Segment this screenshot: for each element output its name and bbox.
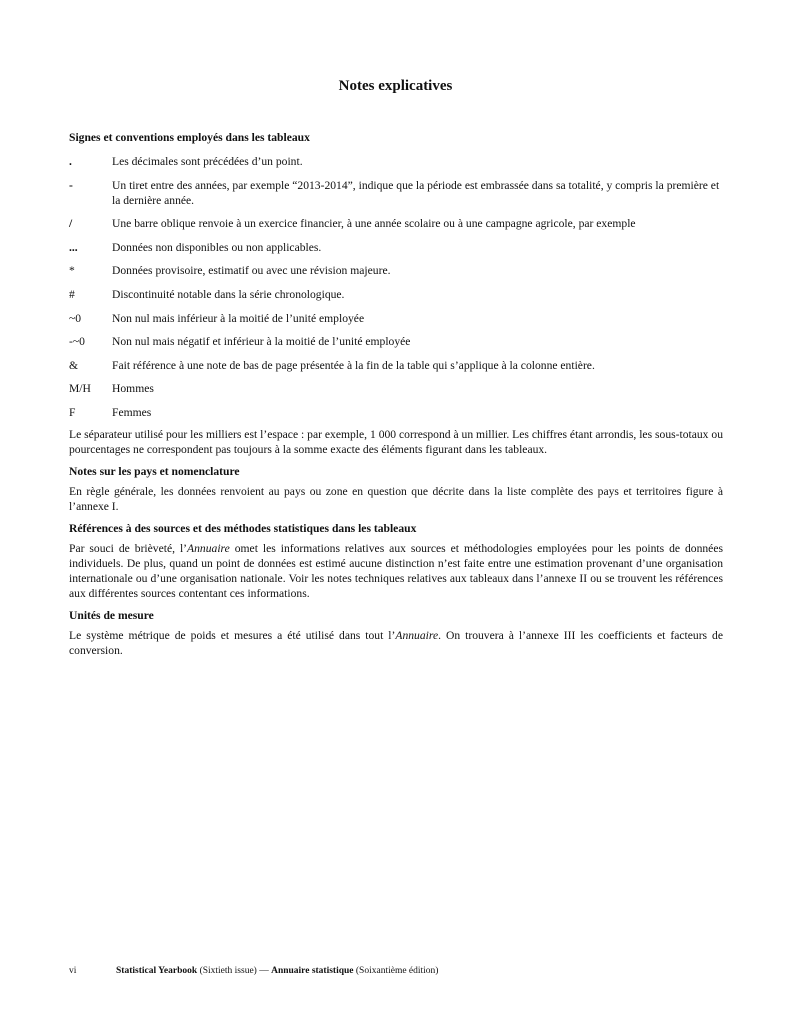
sign-description: Fait référence à une note de bas de page présentée à la fin de la table qui s’applique à la colonne entière. [112, 358, 595, 372]
annuaire-italic: Annuaire [187, 541, 230, 555]
references-heading: Références à des sources et des méthodes statistiques dans les tableaux [69, 521, 417, 535]
sign-description: Un tiret entre des années, par exemple “2013-2014”, indique que la période est embrassée dans sa totalité, y compris la première et la dernière année. [112, 178, 720, 207]
sign-description: Hommes [112, 382, 154, 396]
sign-row [69, 381, 723, 396]
sign-description: Une barre oblique renvoie à un exercice financier, à une année scolaire ou à une campagne agricole, par exemple [112, 217, 636, 231]
references-text-start: Par souci de brièveté, l’ [69, 541, 188, 555]
references-text-end: omet les informations relatives aux sources et méthodologies employées pour les points de données individuels. De plus, quand un point de données est estimé aucune distinction n’est faite entre une estimation provenant d’une organisation internationale ou d’une organisation nationale. Voir les notes techniques relatives aux tableaux dans l’annexe II ou se trouvent les références aux différentes sources contentant ces informations. [69, 541, 723, 600]
sign-symbol: # [69, 287, 75, 301]
page-footer [69, 966, 438, 976]
sign-description: Femmes [112, 405, 152, 419]
signs-heading: Signes et conventions employés dans les tableaux [69, 131, 310, 144]
references-text [69, 541, 723, 601]
sign-description: Les décimales sont précédées d’un point. [112, 155, 303, 168]
sign-description: Non nul mais négatif et inférieur à la moitié de l’unité employée [112, 335, 411, 349]
sign-symbol: -~0 [69, 335, 85, 349]
footer-title-fr: Annuaire statistique [271, 966, 354, 976]
document-body [69, 130, 723, 658]
footer-title-en: Statistical Yearbook [116, 966, 198, 976]
sign-row [69, 240, 723, 255]
sign-row [69, 405, 723, 420]
countries-text: En règle générale, les données renvoient au pays ou zone en question que décrite dans la liste complète des pays et territoires figure à l’annexe I. [69, 484, 723, 513]
sign-symbol: - [69, 178, 73, 192]
sign-symbol: * [69, 264, 75, 278]
sign-description: Données non disponibles ou non applicables. [112, 240, 322, 254]
sign-symbol: ~0 [69, 311, 82, 325]
sign-symbol: . [69, 155, 72, 168]
units-text [69, 628, 723, 658]
sign-symbol: & [69, 358, 79, 372]
sign-description: Non nul mais inférieur à la moitié de l’unité employée [112, 311, 365, 325]
separator-note: Le séparateur utilisé pour les milliers est l’espace : par exemple, 1 000 correspond à un millier. Les chiffres étant arrondis, les sous-totaux ou pourcentages ne correspondent pas toujours à la somme exacte des éléments figurant dans les tableaux. [69, 427, 723, 456]
sign-row [69, 287, 723, 302]
sign-symbol: M/H [69, 382, 91, 396]
page-title: Notes explicatives [338, 78, 453, 94]
sign-row [69, 334, 723, 349]
sign-row [69, 263, 723, 278]
sign-row [69, 311, 723, 326]
sign-row [69, 358, 723, 373]
units-heading: Unités de mesure [69, 608, 154, 622]
units-text-end: . On trouvera à l’annexe III les coefficients et facteurs de conversion. [69, 628, 723, 657]
sign-symbol: ... [69, 240, 78, 254]
countries-heading: Notes sur les pays et nomenclature [69, 464, 240, 478]
sign-row [69, 178, 723, 208]
footer-issue-en: (Sixtieth issue) — [197, 966, 272, 976]
sign-description: Données provisoire, estimatif ou avec une révision majeure. [112, 264, 391, 278]
sign-row [69, 154, 723, 169]
sign-symbol: F [69, 405, 76, 419]
page-number: vi [69, 966, 77, 976]
units-text-start: Le système métrique de poids et mesures a été utilisé dans tout l’ [69, 628, 396, 642]
sign-symbol: / [69, 217, 73, 231]
sign-row [69, 216, 723, 231]
sign-description: Discontinuité notable dans la série chronologique. [112, 287, 345, 301]
footer-issue-fr: (Soixantième édition) [353, 966, 439, 976]
annuaire-italic: Annuaire [395, 628, 439, 642]
